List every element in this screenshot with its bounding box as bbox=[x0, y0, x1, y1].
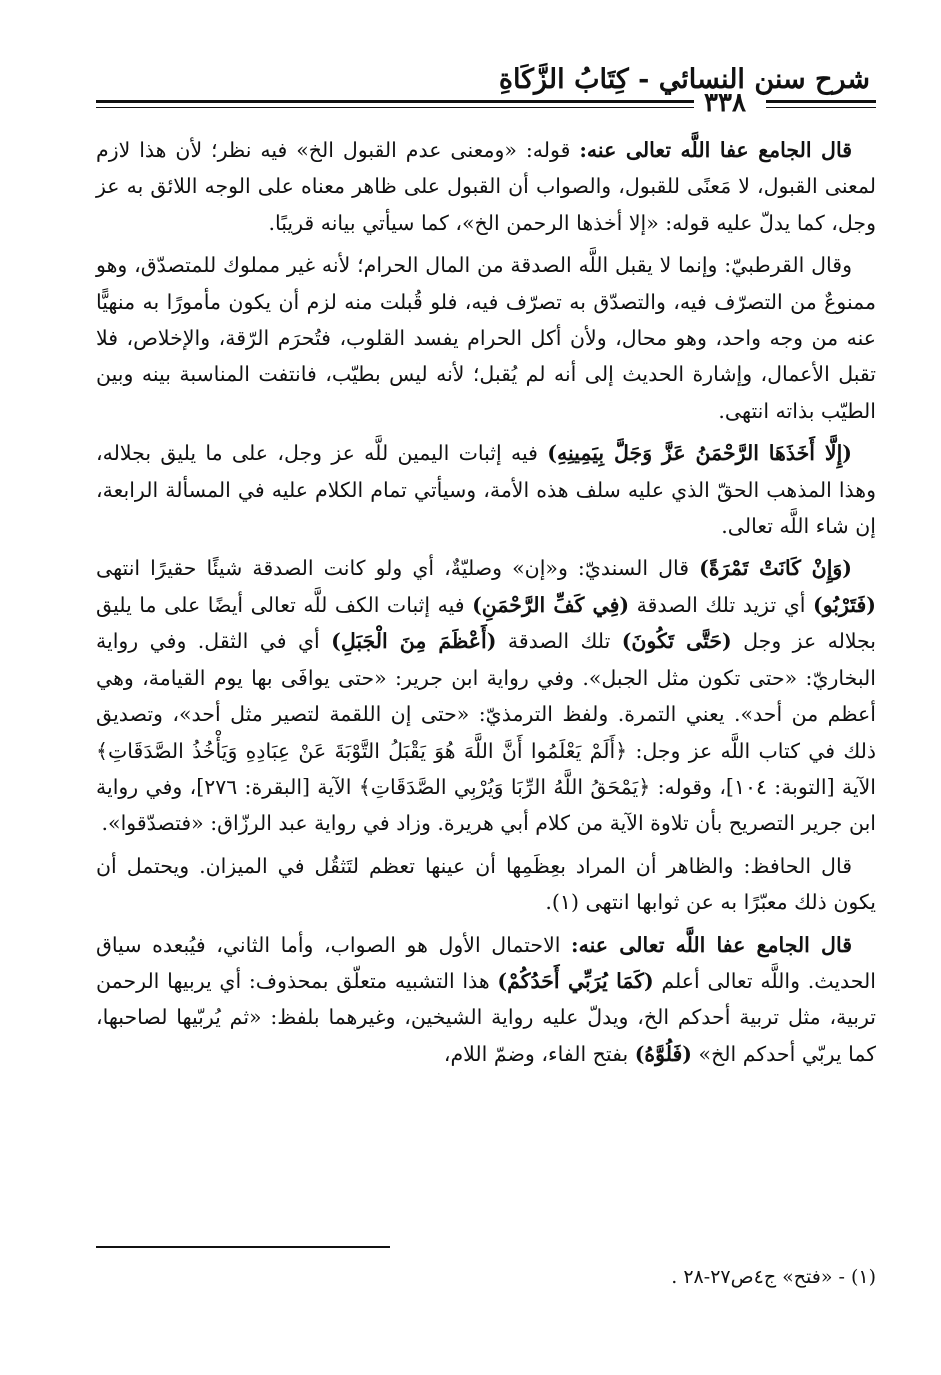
body-text bbox=[96, 132, 876, 1078]
paragraph bbox=[96, 550, 876, 841]
text-run: فيه إثبات الكف للَّه تعالى أيضًا على ما يليق بجلاله عز وجل bbox=[96, 592, 876, 654]
running-title: شرح سنن النسائي - كِتَابُ الزَّكَاةِ bbox=[498, 64, 870, 95]
header-rule-left bbox=[96, 100, 694, 108]
footnote-separator bbox=[96, 1246, 390, 1248]
text-run: أي تزيد تلك الصدقة bbox=[629, 592, 813, 617]
text-run: قال السنديّ: و«إن» وصليّةٌ، أي ولو كانت الصدقة شيئًا حقيرًا انتهى bbox=[96, 556, 700, 581]
footnote: (١) - «فتح» ج٤ص٢٧-٢٨ . bbox=[671, 1266, 876, 1288]
header-rule-right bbox=[766, 100, 876, 108]
text-run: بفتح الفاء، وضمّ اللام، bbox=[443, 1041, 635, 1066]
bold-run: (حَتَّى تَكُونَ) bbox=[621, 629, 732, 654]
bold-run: (إِلَّا أَخَذَهَا الرَّحْمَنُ عَزَّ وَجَلَّ بِيَمِينِهِ) bbox=[547, 441, 852, 466]
text-run: وقال القرطبيّ: وإنما لا يقبل اللَّه الصدقة من المال الحرام؛ لأنه غير مملوك للمتصدّق، وهو ممنوعٌ من التصرّف فيه، والتصدّق به تصرّف فيه، فلو قُبلت منه لزم أن يكون مأمورًا به منهيًّا عنه من وجه واحد، وهو محال، ولأن أكل الحرام يفسد القلوب، فتُحرَم الرّقة، والإخلاص، فلا تقبل الأعمال، وإشارة الحديث إلى أنه لم يُقبل؛ لأنه ليس بطيّب، فانتفت المناسبة بينه وبين الطيّب بذاته انتهى. bbox=[96, 253, 876, 423]
text-run: فيه إثبات اليمين للَّه عز وجل، على ما يليق بجلاله، وهذا المذهب الحقّ الذي عليه سلف هذه الأمة، وسيأتي تمام الكلام عليه في المسألة الرابعة، إن شاء اللَّه تعالى. bbox=[96, 441, 876, 539]
bold-run: (كَمَا يُرَبِّي أَحَدُكُمْ) bbox=[497, 968, 654, 993]
text-run: هذا التشبيه متعلّق بمحذوف: أي يربيها الرحمن تربية، مثل تربية أحدكم الخ، ويدلّ عليه رواية الشيخين، وغيرهما بلفظ: «ثم يُربّيها لصاحبها، كما يربّي أحدكم الخ» bbox=[96, 968, 876, 1066]
page-number: ٣٣٨ bbox=[704, 88, 746, 118]
text-run: تلك الصدقة bbox=[496, 629, 622, 654]
bold-run: قال الجامع عفا اللَّه تعالى عنه: bbox=[579, 138, 852, 162]
text-run: الاحتمال الأول هو الصواب، وأما الثاني، فيُبعده سياق الحديث. واللَّه تعالى أعلم bbox=[96, 932, 876, 993]
paragraph bbox=[96, 435, 876, 544]
paragraph bbox=[96, 927, 876, 1073]
bold-run: قال الجامع عفا اللَّه تعالى عنه: bbox=[571, 932, 853, 957]
paragraph bbox=[96, 132, 876, 241]
bold-run: (أَعْظَمَ مِنَ الْجَبَلِ) bbox=[331, 629, 497, 654]
bold-run: (فَتَرْبُو) bbox=[813, 592, 876, 617]
header-rule bbox=[96, 96, 876, 116]
paragraph bbox=[96, 848, 876, 921]
bold-run: (فِي كَفِّ الرَّحْمَنِ) bbox=[472, 592, 630, 617]
text-run: قوله: «ومعنى عدم القبول الخ» فيه نظر؛ لأن هذا لازم لمعنى القبول، لا مَعنًى للقبول، والصواب أن القبول على ظاهر معناه على الوجه اللائق به عز وجل، كما يدلّ عليه قوله: «إلا أخذها الرحمن الخ»، كما سيأتي بيانه قريبًا. bbox=[96, 138, 876, 235]
bold-run: (فَلُوَّهُ) bbox=[634, 1041, 693, 1066]
bold-run: (وَإِنْ كَانَتْ تَمْرَةً) bbox=[699, 556, 852, 581]
paragraph bbox=[96, 247, 876, 429]
book-page bbox=[96, 52, 876, 1352]
text-run: أي في الثقل. وفي رواية البخاريّ: «حتى تكون مثل الجبل». وفي رواية ابن جرير: «حتى يوافَى بها يوم القيامة، وهي أعظم من أحد». يعني التمرة. ولفظ الترمذيّ: «حتى إن اللقمة لتصير مثل أحد»، وتصديق ذلك في كتاب اللَّه عز وجل: ﴿أَلَمْ يَعْلَمُوا أَنَّ اللَّهَ هُوَ يَقْبَلُ التَّوْبَةَ عَنْ عِبَادِهِ وَيَأْخُذُ الصَّدَقَاتِ﴾ الآية [التوبة: ١٠٤]، وقوله: ﴿يَمْحَقُ اللَّهُ الرِّبَا وَيُرْبِي الصَّدَقَاتِ﴾ الآية [البقرة: ٢٧٦]، وفي رواية ابن جرير التصريح بأن تلاوة الآية من كلام أبي هريرة. وزاد في رواية عبد الرزّاق: «فتصدّقوا». bbox=[96, 629, 876, 836]
text-run: قال الحافظ: والظاهر أن المراد بعِظَمِها أن عينها تعظم لتَثقُل في الميزان. ويحتمل أن يكون ذلك معبّرًا به عن ثوابها انتهى (١). bbox=[96, 853, 876, 915]
